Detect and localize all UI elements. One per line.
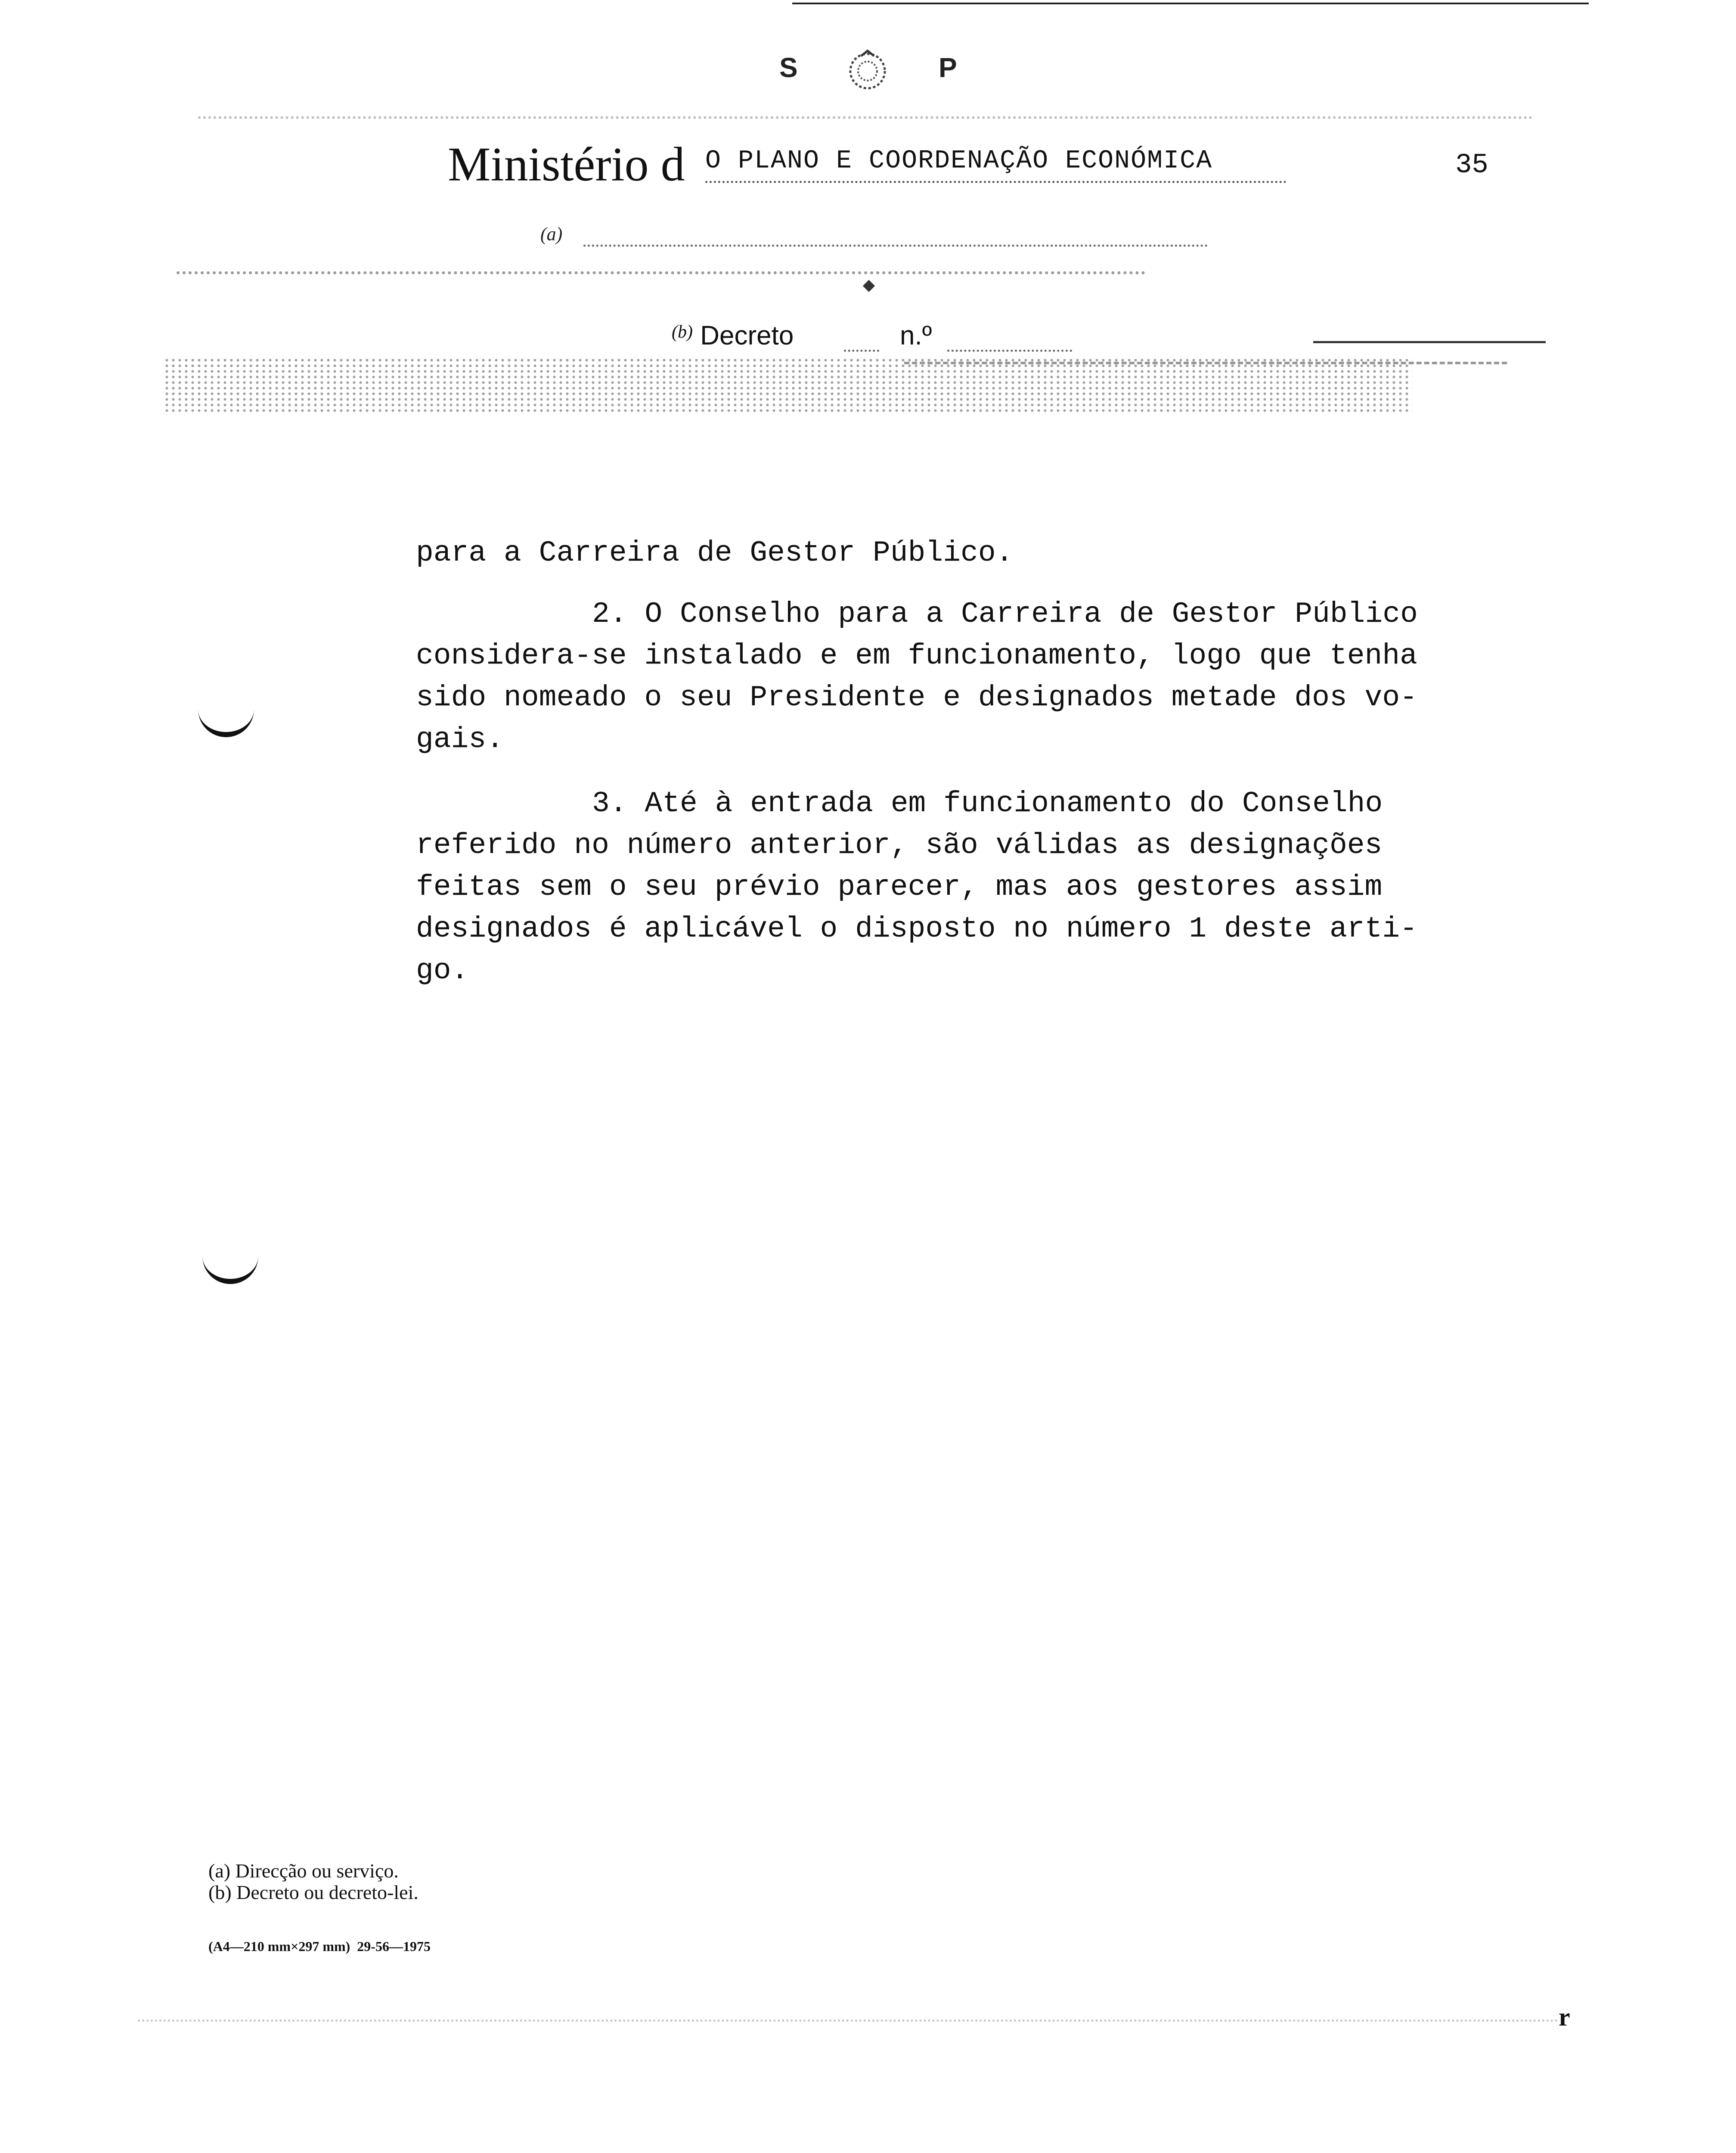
footnote-b: (b) Decreto ou decreto-lei.: [208, 1881, 418, 1903]
torn-edge-rule: [904, 362, 1507, 382]
header-dotted-rule: [198, 116, 1533, 119]
top-rule: [792, 3, 1589, 4]
seal-letter-left: S: [779, 52, 798, 83]
form-reference: (A4—210 mm×297 mm) 29-56—1975: [208, 1939, 431, 1954]
page-number: 35: [1455, 150, 1488, 181]
body-line: para a Carreira de Gestor Público.: [416, 537, 1014, 570]
bottom-scan-rule: [138, 2020, 1559, 2022]
field-a-label: (a): [540, 223, 563, 245]
field-b-label: [672, 320, 794, 351]
scan-noise-rule: [177, 271, 1145, 274]
ministry-label: Ministério d: [448, 138, 685, 191]
field-a-line: [583, 245, 1208, 247]
body-line: sido nomeado o seu Presidente e designados metade dos vo-: [416, 681, 1417, 714]
number-fill-line: [947, 350, 1072, 352]
seal-letter-right: P: [939, 52, 957, 83]
diamond-mark: [863, 280, 875, 292]
binding-hole-mark: [198, 706, 254, 737]
emblem-seal-icon: [835, 47, 900, 95]
body-line: feitas sem o seu prévio parecer, mas aos gestores assim: [416, 871, 1383, 904]
body-line: referido no número anterior, são válidas as designações: [416, 829, 1383, 862]
decree-label: Decreto: [700, 321, 794, 351]
decree-fill-line: [844, 350, 879, 352]
ministry-name: O PLANO E COORDENAÇÃO ECONÓMICA: [705, 146, 1213, 176]
corner-mark: r: [1559, 2003, 1570, 2031]
body-line: designados é aplicável o disposto no número 1 deste arti-: [416, 912, 1417, 946]
body-line: 2. O Conselho para a Carreira de Gestor Público: [592, 598, 1418, 631]
body-line: 3. Até à entrada em funcionamento do Conselho: [592, 787, 1383, 820]
ministry-fill-line: [705, 181, 1286, 183]
body-line: gais.: [416, 723, 504, 756]
body-line: go.: [416, 954, 469, 987]
footnote-a: (a) Direcção ou serviço.: [208, 1860, 399, 1882]
number-label: n.º: [900, 321, 932, 351]
binding-hole-mark: [202, 1253, 258, 1284]
body-line: considera-se instalado e em funcionamento, logo que tenha: [416, 639, 1417, 673]
right-rule: [1313, 341, 1546, 343]
field-b-marker: (b): [672, 322, 693, 342]
